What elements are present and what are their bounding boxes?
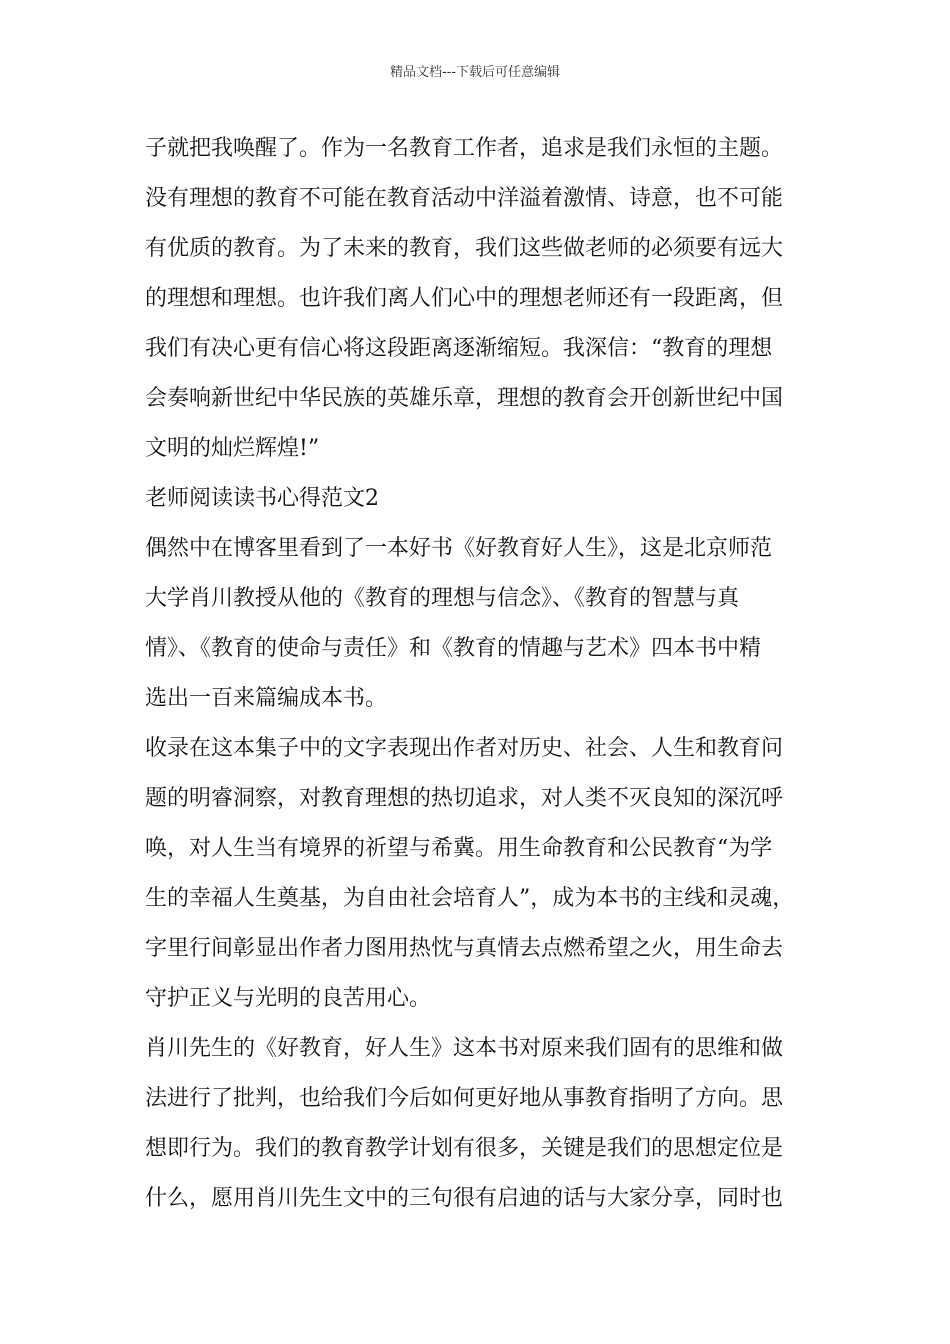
text-line: 题的明睿洞察，对教育理想的热切追求，对人类不灭良知的深沉呼 bbox=[145, 786, 784, 811]
text-line: 有优质的教育。为了未来的教育，我们这些做老师的必须要有远大 bbox=[145, 236, 784, 261]
text-line: 会奏响新世纪中华民族的英雄乐章，理想的教育会开创新世纪中国 bbox=[145, 386, 784, 411]
text-line: 偶然中在博客里看到了一本好书《好教育好人生》，这是北京师范 bbox=[145, 536, 773, 561]
text-line: 的理想和理想。也许我们离人们心中的理想老师还有一段距离，但 bbox=[145, 286, 784, 311]
text-line: 我们有决心更有信心将这段距离逐渐缩短。我深信：“教育的理想 bbox=[145, 336, 773, 361]
text-line: 什么，愿用肖川先生文中的三句很有启迪的话与大家分享，同时也 bbox=[145, 1186, 784, 1211]
text-line: 收录在这本集子中的文字表现出作者对历史、社会、人生和教育问 bbox=[145, 736, 784, 761]
page-header: 精品文档---下载后可任意编辑 bbox=[389, 65, 561, 80]
text-line: 生的幸福人生奠基，为自由社会培育人”，成为本书的主线和灵魂， bbox=[145, 886, 795, 911]
text-line: 大学肖川教授从他的《教育的理想与信念》、《教育的智慧与真 bbox=[145, 586, 740, 611]
text-line: 唤，对人生当有境界的祈望与希冀。用生命教育和公民教育“为学 bbox=[145, 836, 773, 861]
text-line: 肖川先生的《好教育，好人生》这本书对原来我们固有的思维和做 bbox=[145, 1036, 784, 1061]
text-line: 选出一百来篇编成本书。 bbox=[145, 686, 388, 711]
section-heading: 老师阅读读书心得范文2 bbox=[145, 486, 379, 511]
document-body bbox=[145, 129, 825, 1229]
text-line: 守护正义与光明的良苦用心。 bbox=[145, 986, 432, 1011]
text-line: 字里行间彰显出作者力图用热忱与真情去点燃希望之火，用生命去 bbox=[145, 936, 784, 961]
text-line: 想即行为。我们的教育教学计划有很多，关键是我们的思想定位是 bbox=[145, 1136, 784, 1161]
text-line: 没有理想的教育不可能在教育活动中洋溢着激情、诗意，也不可能 bbox=[145, 186, 784, 211]
text-line: 文明的灿烂辉煌!” bbox=[145, 436, 320, 461]
text-line: 子就把我唤醒了。作为一名教育工作者，追求是我们永恒的主题。 bbox=[145, 136, 784, 161]
text-line: 情》、《教育的使命与责任》和《教育的情趣与艺术》四本书中精 bbox=[145, 636, 762, 661]
text-line: 法进行了批判，也给我们今后如何更好地从事教育指明了方向。思 bbox=[145, 1086, 784, 1111]
